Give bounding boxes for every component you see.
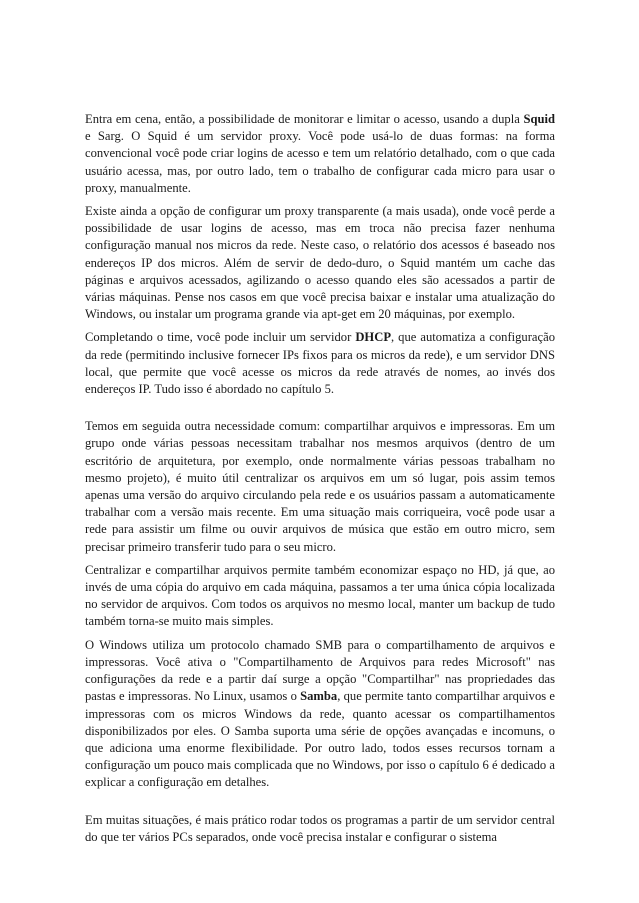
text-run: Existe ainda a opção de configurar um proxy transparente (a mais usada), onde você perde a possibilidade de usar logins de acesso, mas em troca não precisa fazer nenhuma configuração manual nos micros da rede. Neste caso, o relatório dos acessos é baseado nos endereços IP dos micros. Além de servir de dedo-duro, o Squid mantém um cache das páginas e arquivos acessados, agilizando o acesso quando eles são acessados a partir de várias máquinas. Pense nos casos em que você precisa baixar e instalar uma atualização do Windows, ou instalar um programa grande via apt-get em 20 máquinas, por exemplo. <box>85 204 555 322</box>
paragraph-2 <box>85 203 555 323</box>
text-run: Centralizar e compartilhar arquivos permite também economizar espaço no HD, já que, ao invés de uma cópia do arquivo em cada máquina, passamos a ter uma única cópia localizada no servidor de arquivos. Com todos os arquivos no mesmo local, manter um backup de tudo também torna-se muito mais simples. <box>85 562 555 629</box>
paragraph-5 <box>85 562 555 631</box>
text-run: , que permite tanto compartilhar arquivos e impressoras com os micros Windows da rede, quanto acessar os compartilhamentos disponibilizados por eles. O Samba suporta uma série de opções avançadas e incomuns, o que adiciona uma enorme flexibilidade. Por outro lado, todos esses recursos tornam a configuração um pouco mais complicada que no Windows, por isso o capítulo 6 é dedicado a explicar a configuração em detalhes. <box>85 689 555 790</box>
text-run: Em muitas situações, é mais prático rodar todos os programas a partir de um servidor central do que ter vários PCs separados, onde você precisa instalar e configurar o sistema <box>85 812 555 844</box>
bold-term-dhcp: DHCP <box>355 330 392 345</box>
bold-term-squid: Squid <box>523 112 555 126</box>
paragraph-1 <box>85 111 555 197</box>
bold-term-samba: Samba <box>300 689 338 704</box>
paragraph-6 <box>85 637 555 792</box>
text-run: O Windows utiliza um protocolo chamado SMB para o compartilhamento de arquivos e impressoras. Você ativa o "Compartilhamento de Arquivos para redes Microsoft" nas configurações da rede e a partir daí surge a opção "Compartilhar" nas propriedades das pastas e impressoras. No Linux, usamos o <box>85 637 555 704</box>
text-run: e Sarg. O Squid é um servidor proxy. Você pode usá-lo de duas formas: na forma convencional você pode criar logins de acesso e tem um relatório detalhado, com o que cada usuário acessa, mas, por outro lado, tem o trabalho de configurar cada micro para usar o proxy, manualmente. <box>85 129 555 195</box>
paragraph-7 <box>85 812 555 846</box>
text-run: Temos em seguida outra necessidade comum: compartilhar arquivos e impressoras. Em um grupo onde várias pessoas necessitam trabalhar nos mesmos arquivos (dentro de um escritório de arquitetura, por exemplo, onde normalmente várias pessoas trabalham no mesmo projeto), é muito útil centralizar os arquivos em um só lugar, pois assim temos apenas uma versão do arquivo circulando pela rede e os usuários passam a automaticamente trabalhar com a versão mais recente. Em uma situação mais corriqueira, você pode usar a rede para assistir um filme ou ouvir arquivos de música que estão em outro micro, sem precisar primeiro transferir tudo para o seu micro. <box>85 419 555 554</box>
paragraph-4 <box>85 418 555 556</box>
text-run: Entra em cena, então, a possibilidade de monitorar e limitar o acesso, usando a dupla <box>85 112 524 126</box>
text-run: Completando o time, você pode incluir um servidor <box>85 330 356 345</box>
paragraph-3 <box>85 329 555 398</box>
text-run: , que automatiza a configuração da rede (permitindo inclusive fornecer IPs fixos para os micros da rede), e um servidor DNS local, que permite que você acesse os micros da rede através de nomes, ao invés dos endereços IP. Tudo isso é abordado no capítulo 5. <box>85 330 555 397</box>
